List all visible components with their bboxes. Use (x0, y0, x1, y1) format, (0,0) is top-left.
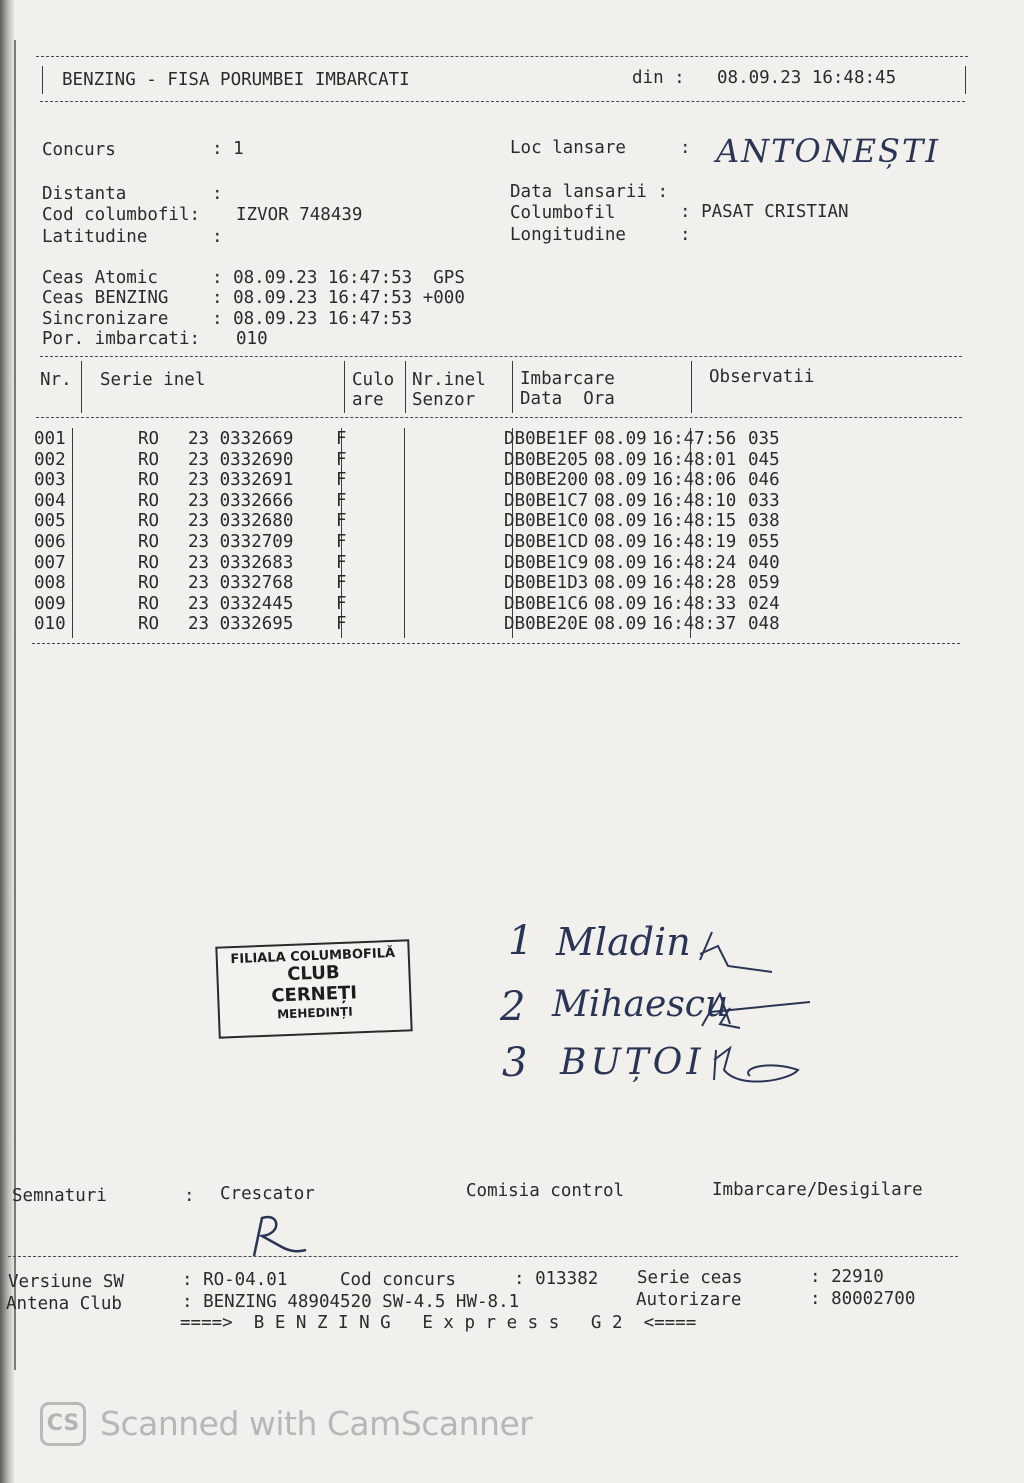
col-header-data-ora: Data Ora (520, 389, 615, 409)
row-sex: F (336, 449, 347, 470)
ceas-benzing-label: Ceas BENZING (42, 288, 169, 308)
row-spacer (394, 532, 504, 553)
camscanner-logo-icon: CS (40, 1402, 86, 1446)
row-country: RO (138, 614, 160, 635)
row-spacer (394, 614, 504, 635)
table-row (34, 450, 818, 471)
row-sex: F (336, 470, 347, 491)
row-sex: F (336, 531, 347, 552)
ceas-benzing-value: : 08.09.23 16:47:53 +000 (212, 288, 465, 308)
autorizare-label: Autorizare (636, 1290, 742, 1310)
header-top-border (36, 56, 968, 57)
row-spacer (78, 450, 138, 471)
table-row (34, 429, 818, 450)
row-date: 08.09 (594, 490, 647, 511)
row-ring: 23 0332709 (188, 531, 294, 552)
row-date: 08.09 (594, 511, 647, 532)
ceas-atomic-label: Ceas Atomic (42, 268, 158, 288)
din-label: din : (632, 68, 685, 88)
row-obs: 038 (748, 511, 780, 532)
row-spacer (78, 491, 138, 512)
row-ring: 23 0332683 (188, 552, 294, 573)
row-nr: 007 (34, 552, 66, 573)
table-row (34, 491, 818, 512)
columbofil-value: : PASAT CRISTIAN (680, 202, 849, 222)
col-header-imbarcare: Imbarcare (520, 369, 615, 389)
handwritten-num-3: 3 (502, 1040, 528, 1086)
row-date: 08.09 (594, 552, 647, 573)
row-country: RO (138, 531, 160, 552)
row-spacer (394, 573, 504, 594)
row-time: 16:48:15 (652, 511, 737, 532)
row-ring: 23 0332680 (188, 511, 294, 532)
row-spacer (394, 450, 504, 471)
row-nr: 002 (34, 449, 66, 470)
row-nr: 003 (34, 470, 66, 491)
table-row (34, 470, 818, 491)
document-title: BENZING - FISA PORUMBEI IMBARCATI (62, 70, 410, 90)
por-imbarcati-value: 010 (236, 329, 268, 349)
row-obs: 045 (748, 449, 780, 470)
cod-concurs-value: : 013382 (514, 1269, 599, 1289)
loc-lansare-label: Loc lansare (510, 138, 626, 158)
row-sensor: DB0BE1D3 (504, 573, 589, 594)
row-spacer (394, 553, 504, 574)
col-header-observatii: Observatii (709, 367, 815, 387)
header-bottom-border (40, 101, 965, 102)
table-header-border (36, 417, 962, 418)
row-time: 16:47:56 (652, 429, 737, 449)
row-spacer (78, 614, 138, 635)
row-ring: 23 0332445 (188, 593, 294, 614)
row-ring: 23 0332666 (188, 490, 294, 511)
pigeon-table-body (34, 429, 818, 635)
stamp-line-3: CERNEȚI (270, 982, 358, 1007)
table-row (34, 594, 818, 615)
row-sex: F (336, 552, 347, 573)
sincronizare-value: : 08.09.23 16:47:53 (212, 309, 413, 329)
row-obs: 059 (748, 573, 780, 594)
row-obs: 035 (748, 429, 780, 449)
versiune-sw-label: Versiune SW (8, 1272, 124, 1292)
header-left-bar (42, 66, 43, 94)
row-obs: 048 (748, 614, 780, 635)
row-obs: 033 (748, 490, 780, 511)
row-date: 08.09 (594, 531, 647, 552)
col-sep-culo-head (405, 361, 406, 413)
club-stamp (215, 939, 412, 1038)
row-spacer (78, 573, 138, 594)
sincronizare-label: Sincronizare (42, 309, 169, 329)
col-header-senzor: Senzor (412, 390, 476, 410)
row-sex: F (336, 429, 347, 449)
row-sensor: DB0BE1C6 (504, 593, 589, 614)
longitudine-label: Longitudine (510, 225, 626, 245)
row-nr: 001 (34, 429, 66, 449)
din-datetime: 08.09.23 16:48:45 (717, 68, 897, 88)
row-nr: 006 (34, 531, 66, 552)
columbofil-label: Columbofil (510, 203, 616, 223)
initial-stroke-3 (714, 1048, 798, 1082)
distanta-label: Distanta (42, 184, 127, 204)
row-time: 16:48:06 (652, 470, 737, 491)
semnaturi-colon: : (184, 1186, 195, 1206)
crescator-label: Crescator (220, 1184, 315, 1204)
col-header-culo-2: are (352, 390, 384, 410)
antena-club-value: : BENZING 48904520 SW-4.5 HW-8.1 (182, 1292, 520, 1312)
concurs-label: Concurs (42, 140, 116, 160)
row-spacer (394, 491, 504, 512)
row-country: RO (138, 511, 160, 532)
row-sex: F (336, 573, 347, 594)
col-header-serie: Serie inel (100, 370, 206, 390)
table-row (34, 511, 818, 532)
row-time: 16:48:33 (652, 593, 737, 614)
row-sensor: DB0BE1C9 (504, 552, 589, 573)
row-sensor: DB0BE1C0 (504, 511, 589, 532)
row-spacer (78, 429, 138, 450)
row-nr: 004 (34, 490, 66, 511)
camscanner-watermark: Scanned with CamScanner (100, 1404, 533, 1443)
por-imbarcati-label: Por. imbarcati: (42, 329, 201, 349)
col-header-culo: Culo (352, 370, 395, 390)
row-date: 08.09 (594, 573, 647, 594)
cod-concurs-label: Cod concurs (340, 1270, 456, 1290)
row-country: RO (138, 490, 160, 511)
row-spacer (78, 553, 138, 574)
stamp-line-1: FILIALA COLUMBOFILĂ (230, 945, 396, 968)
row-country: RO (138, 429, 160, 449)
row-sensor: DB0BE1EF (504, 429, 589, 449)
row-country: RO (138, 449, 160, 470)
row-time: 16:48:24 (652, 552, 737, 573)
stamp-line-4: MEHEDINȚI (276, 1004, 353, 1022)
comisia-control-label: Comisia control (466, 1181, 625, 1201)
serie-ceas-value: : 22910 (810, 1267, 884, 1287)
row-ring: 23 0332768 (188, 573, 294, 594)
pigeon-table (34, 429, 818, 635)
latitudine-label: Latitudine (42, 227, 148, 247)
row-obs: 040 (748, 552, 780, 573)
autorizare-value: : 80002700 (810, 1289, 916, 1309)
row-sex: F (336, 511, 347, 532)
handwritten-initials (690, 920, 830, 1090)
row-date: 08.09 (594, 429, 647, 449)
row-time: 16:48:37 (652, 614, 737, 635)
semnaturi-label: Semnaturi (12, 1186, 107, 1206)
handwritten-name-2: Mihaescu (552, 984, 729, 1025)
initial-stroke-1 (700, 932, 772, 972)
cod-columbofil-value: IZVOR 748439 (236, 205, 363, 225)
row-sensor: DB0BE200 (504, 470, 589, 491)
concurs-value: : 1 (212, 139, 244, 159)
row-nr: 005 (34, 511, 66, 532)
serie-ceas-label: Serie ceas (637, 1268, 743, 1288)
ceas-atomic-value: : 08.09.23 16:47:53 GPS (212, 268, 465, 288)
row-spacer (394, 429, 504, 450)
row-sensor: DB0BE1C7 (504, 490, 589, 511)
row-ring: 23 0332691 (188, 470, 294, 491)
row-country: RO (138, 593, 160, 614)
data-lansarii-label: Data lansarii : (510, 182, 669, 202)
row-time: 16:48:28 (652, 573, 737, 594)
row-date: 08.09 (594, 470, 647, 491)
row-obs: 024 (748, 593, 780, 614)
handwritten-num-2: 2 (500, 984, 526, 1030)
row-ring: 23 0332669 (188, 429, 294, 449)
row-sex: F (336, 593, 347, 614)
handwritten-name-1: Mladin (556, 920, 691, 964)
signature-line (8, 1256, 958, 1257)
row-sensor: DB0BE20E (504, 614, 589, 635)
col-sep-serie-head (344, 361, 345, 413)
row-spacer (78, 532, 138, 553)
initial-stroke-2 (702, 994, 810, 1028)
handwritten-num-1: 1 (508, 918, 534, 964)
handwritten-name-3: BUȚOI (560, 1042, 705, 1083)
col-header-nr: Nr. (40, 370, 72, 390)
benzing-express-line: ====> B E N Z I N G E x p r e s s G 2 <==== (180, 1313, 697, 1333)
antena-club-label: Antena Club (6, 1294, 122, 1314)
row-spacer (394, 511, 504, 532)
page-edge (0, 0, 14, 1483)
row-date: 08.09 (594, 614, 647, 635)
table-row (34, 573, 818, 594)
imbarcare-desigilare-label: Imbarcare/Desigilare (712, 1180, 923, 1200)
row-spacer (394, 470, 504, 491)
table-row (34, 553, 818, 574)
row-spacer (78, 511, 138, 532)
row-obs: 055 (748, 531, 780, 552)
row-nr: 009 (34, 593, 66, 614)
row-country: RO (138, 470, 160, 491)
row-date: 08.09 (594, 593, 647, 614)
row-country: RO (138, 552, 160, 573)
distanta-colon: : (212, 184, 223, 204)
row-time: 16:48:19 (652, 531, 737, 552)
row-sensor: DB0BE205 (504, 449, 589, 470)
row-sex: F (336, 490, 347, 511)
row-ring: 23 0332695 (188, 614, 294, 635)
row-country: RO (138, 573, 160, 594)
latitudine-colon: : (212, 227, 223, 247)
row-time: 16:48:10 (652, 490, 737, 511)
row-spacer (394, 594, 504, 615)
row-time: 16:48:01 (652, 449, 737, 470)
row-ring: 23 0332690 (188, 449, 294, 470)
col-sep-nrinel-head (512, 361, 513, 413)
table-bottom-border (32, 643, 960, 644)
row-spacer (78, 594, 138, 615)
table-row (34, 532, 818, 553)
loc-lansare-handwritten: ANTONEȘTI (716, 132, 940, 170)
longitudine-colon: : (680, 225, 691, 245)
cod-columbofil-label: Cod columbofil: (42, 205, 201, 225)
row-date: 08.09 (594, 449, 647, 470)
loc-lansare-colon: : (680, 138, 691, 158)
col-sep-nr-head (81, 361, 82, 413)
row-nr: 008 (34, 573, 66, 594)
versiune-sw-value: : RO-04.01 (182, 1270, 288, 1290)
signature-stroke (254, 1217, 306, 1256)
table-row (34, 614, 818, 635)
row-nr: 010 (34, 614, 66, 635)
col-header-nrinel: Nr.inel (412, 370, 486, 390)
left-margin-line (14, 40, 16, 1370)
row-spacer (78, 470, 138, 491)
header-right-bar (965, 66, 966, 94)
stamp-line-2: CLUB (286, 962, 340, 986)
table-top-border (40, 356, 962, 357)
row-sex: F (336, 614, 347, 635)
row-sensor: DB0BE1CD (504, 531, 589, 552)
row-obs: 046 (748, 470, 780, 491)
col-sep-imbarcare-head (691, 361, 692, 413)
crescator-signature (240, 1212, 320, 1262)
